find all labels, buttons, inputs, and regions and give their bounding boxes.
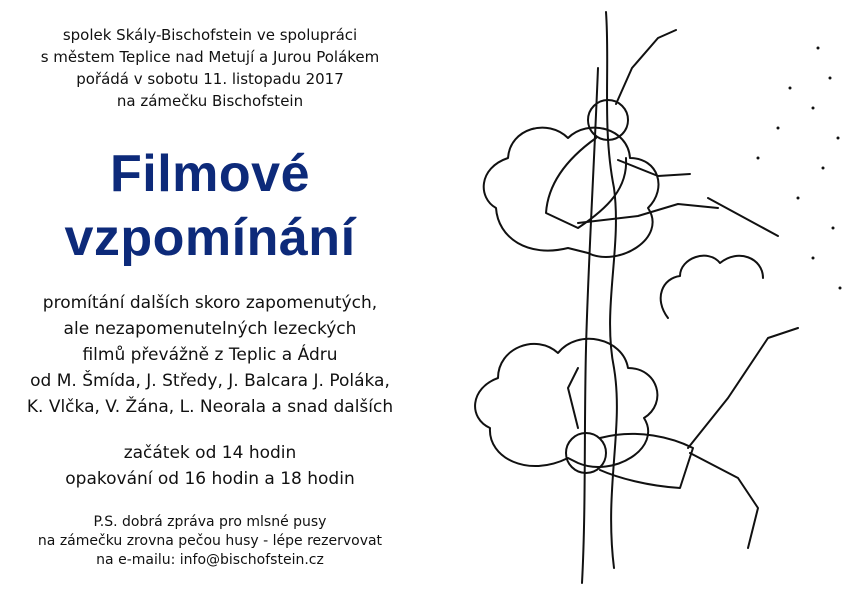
lower-climber-rope (688, 328, 798, 448)
rock-edge (606, 12, 617, 568)
lower-climber-head (566, 433, 606, 473)
event-title (0, 142, 420, 270)
poster-text-column (0, 0, 420, 591)
climbers-illustration (418, 8, 850, 591)
time-line: opakování od 16 hodin a 18 hodin (65, 469, 355, 489)
screening-times (0, 440, 420, 492)
lower-climber-leg (690, 453, 758, 548)
organizer-intro (0, 24, 420, 112)
description-line: filmů převážně z Teplic a Ádru (82, 345, 338, 365)
title-line: vzpomínání (64, 209, 356, 267)
ps-line: na e-mailu: info@bischofstein.cz (96, 552, 324, 568)
rope-to-wall (708, 198, 778, 236)
description-line: promítání dalších skoro zapomenutých, (42, 293, 378, 313)
cloud-middle (661, 256, 763, 318)
postscript (0, 513, 420, 570)
ps-line: P.S. dobrá zpráva pro mlsné pusy (93, 514, 327, 530)
description-line: K. Vlčka, V. Žána, L. Neorala a snad dalších (26, 397, 394, 417)
description-line: ale nezapomenutelných lezeckých (63, 319, 357, 339)
intro-line: spolek Skály-Bischofstein ve spolupráci (62, 26, 358, 44)
intro-line: pořádá v sobotu 11. listopadu 2017 (76, 70, 344, 88)
rope (582, 68, 598, 583)
intro-line: s městem Teplice nad Metují a Jurou Polákem (40, 48, 380, 66)
upper-climber-body (546, 138, 626, 228)
intro-line: na zámečku Bischofstein (116, 92, 304, 110)
time-line: začátek od 14 hodin (123, 443, 297, 463)
title-line: Filmové (110, 145, 310, 203)
event-description (0, 290, 420, 420)
ps-line: na zámečku zrovna pečou husy - lépe rezervovat (37, 533, 383, 549)
lower-climber-arm (568, 368, 578, 428)
upper-climber-arm-raised (616, 30, 676, 104)
description-line: od M. Šmída, J. Středy, J. Balcara J. Poláka, (30, 371, 390, 391)
cloud-upper (484, 128, 659, 257)
